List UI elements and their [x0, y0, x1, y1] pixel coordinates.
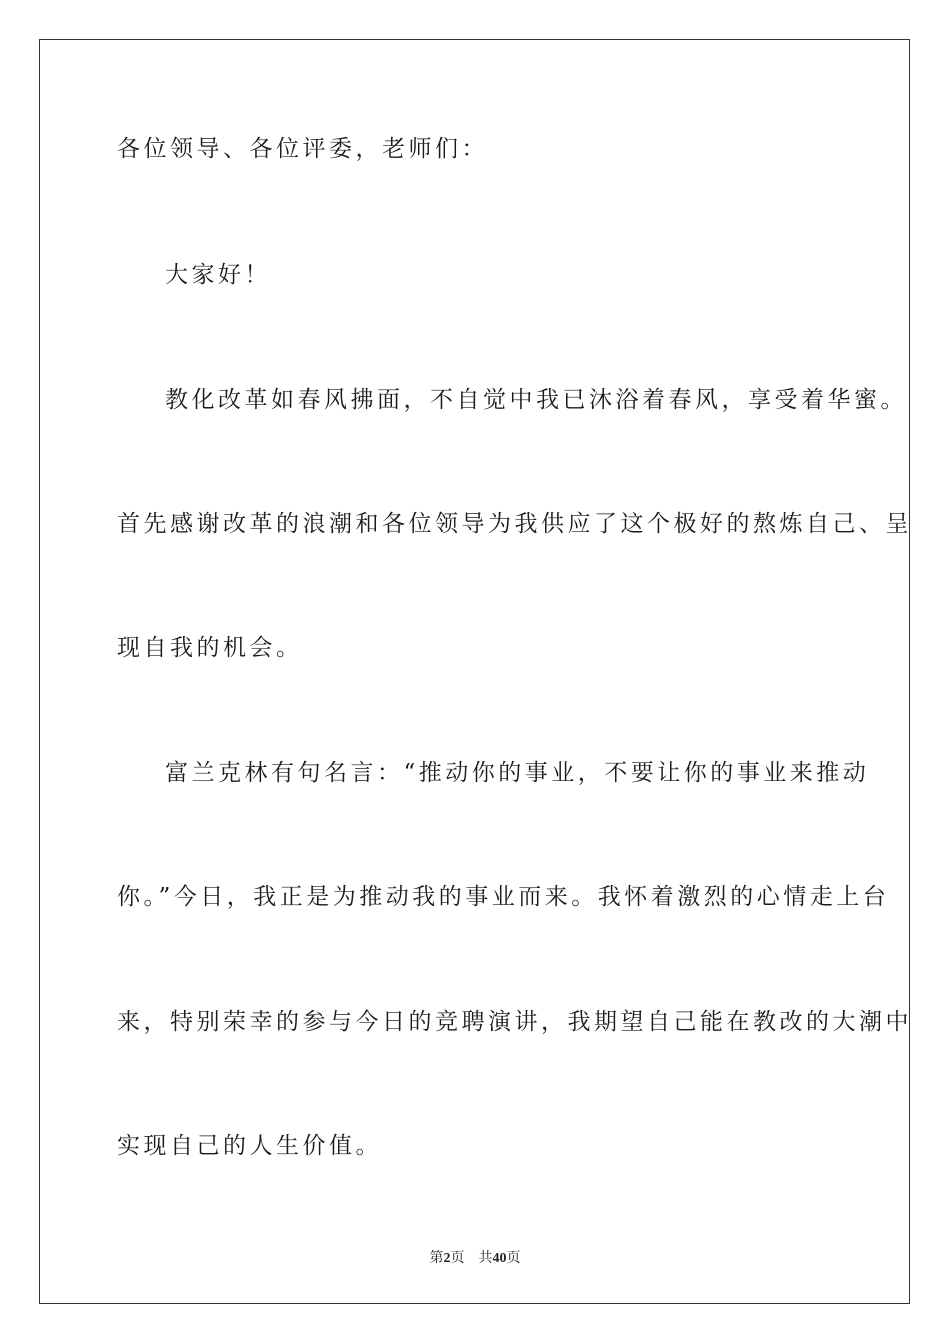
total-prefix: 共 — [478, 1251, 493, 1266]
paragraph-1-line-1: 教化改革如春风拂面，不自觉中我已沐浴着春风，享受着华蜜。 — [165, 387, 907, 413]
paragraph-3-line-4: 实现自己的人生价值。 — [117, 1133, 382, 1159]
page-prefix: 第 — [429, 1251, 444, 1266]
paragraph-2-line-2: 现自我的机会。 — [117, 635, 303, 661]
total-suffix: 页 — [506, 1251, 521, 1266]
total-pages: 40 — [492, 1251, 507, 1266]
page-suffix: 页 — [450, 1251, 465, 1266]
paragraph-3-line-3: 来，特别荣幸的参与今日的竞聘演讲，我期望自己能在教改的大潮中 — [117, 1009, 912, 1035]
greeting-line: 大家好！ — [165, 262, 271, 288]
paragraph-3-line-2: 你。”今日，我正是为推动我的事业而来。我怀着激烈的心情走上台 — [117, 884, 890, 910]
paragraph-3-line-1: 富兰克林有句名言：“推动你的事业，不要让你的事业来推动 — [165, 760, 870, 786]
page-border — [39, 39, 910, 1304]
paragraph-2-line-1: 首先感谢改革的浪潮和各位领导为我供应了这个极好的熬炼自己、呈 — [117, 511, 912, 537]
page-footer — [0, 1247, 950, 1267]
salutation-line: 各位领导、各位评委，老师们： — [117, 136, 488, 162]
page-number: 2 — [443, 1251, 451, 1266]
